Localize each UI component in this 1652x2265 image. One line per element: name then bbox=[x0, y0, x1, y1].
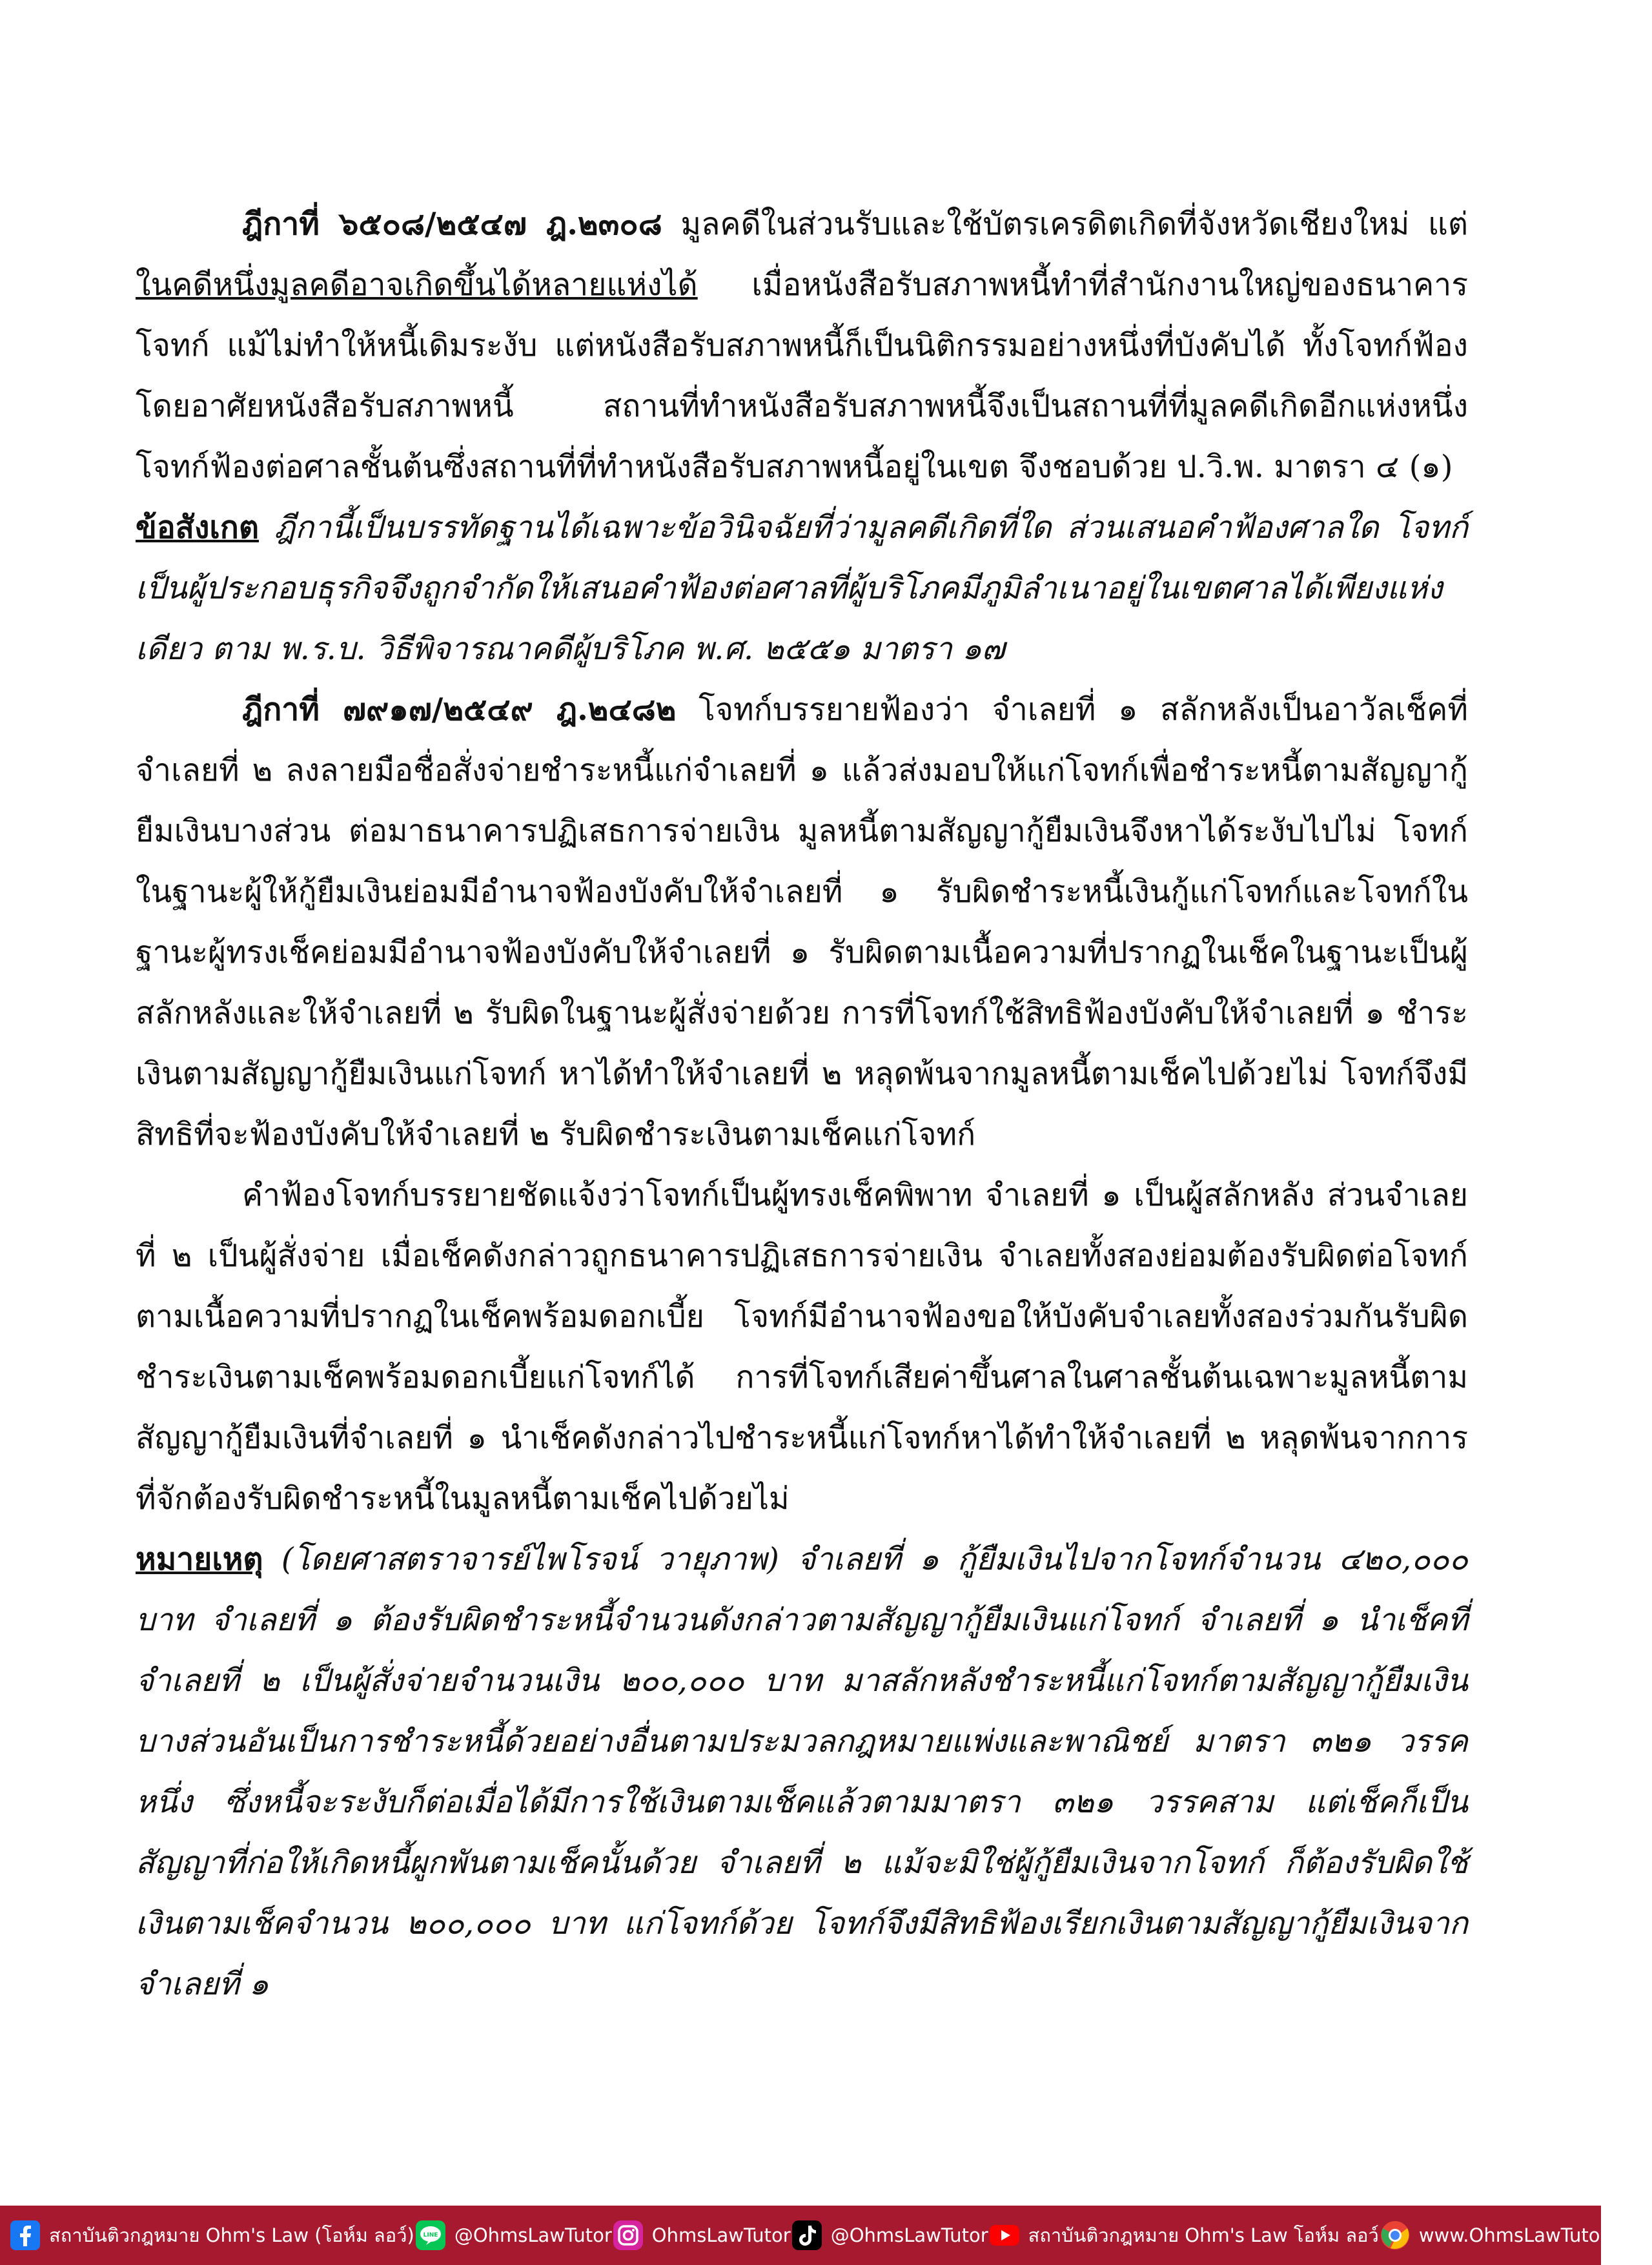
paragraph-text: เมื่อหนังสือรับสภาพหนี้ทำที่สำนักงานใหญ่ของธนาคารโจทก์ แม้ไม่ทำให้หนี้เดิมระงับ แต่หนังสือรับสภาพหนี้ก็เป็นนิติกรรมอย่างหนึ่งที่บังคับได้ ทั้งโจทก์ฟ้องโดยอาศัยหนังสือรับสภาพหนี้ สถานที่ทำหนังสือรับสภาพหนี้จึงเป็นสถานที่ที่มูลคดีเกิดอีกแห่งหนึ่ง โจทก์ฟ้องต่อศาลชั้นต้นซึ่งสถานที่ที่ทำหนังสือรับสภาพหนี้อยู่ในเขต จึงชอบด้วย ป.วิ.พ. มาตรา ๔ (๑) bbox=[136, 267, 1468, 485]
footer-instagram-text: OhmsLawTutor bbox=[651, 2224, 791, 2246]
footer-website-link[interactable] bbox=[1379, 2219, 1652, 2251]
paragraph-case-7917-2549 bbox=[136, 679, 1468, 1165]
document-body bbox=[136, 194, 1468, 2195]
svg-text:LINE: LINE bbox=[423, 2232, 438, 2239]
paragraph-text: คำฟ้องโจทก์บรรยายชัดแจ้งว่าโจทก์เป็นผู้ทรงเช็คพิพาท จำเลยที่ ๑ เป็นผู้สลักหลัง ส่วนจำเลยที่ ๒ เป็นผู้สั่งจ่าย เมื่อเช็คดังกล่าวถูกธนาคารปฏิเสธการจ่ายเงิน จำเลยทั้งสองย่อมต้องรับผิดต่อโจทก์ตามเนื้อความที่ปรากฏในเช็คพร้อมดอกเบี้ย โจทก์มีอำนาจฟ้องขอให้บังคับจำเลยทั้งสองร่วมกันรับผิดชำระเงินตามเช็คพร้อมดอกเบี้ยแก่โจทก์ได้ การที่โจทก์เสียค่าขึ้นศาลในศาลชั้นต้นเฉพาะมูลหนี้ตามสัญญากู้ยืมเงินที่จำเลยที่ ๑ นำเช็คดังกล่าวไปชำระหนี้แก่โจทก์หาได้ทำให้จำเลยที่ ๒ หลุดพ้นจากการที่จักต้องรับผิดชำระหนี้ในมูลหนี้ตามเช็คไปด้วยไม่ bbox=[136, 1177, 1468, 1517]
footer-instagram-link[interactable] bbox=[612, 2219, 791, 2251]
line-icon bbox=[414, 2219, 447, 2251]
tiktok-icon bbox=[791, 2219, 823, 2251]
footer-line-link[interactable] bbox=[414, 2219, 612, 2251]
paragraph-observation bbox=[136, 497, 1468, 679]
footer-youtube-link[interactable] bbox=[988, 2219, 1379, 2251]
observation-label: ข้อสังเกต bbox=[136, 509, 260, 546]
facebook-icon bbox=[9, 2219, 41, 2251]
paragraph-case-6508-2547 bbox=[136, 194, 1468, 497]
paragraph-text: มูลคดีในส่วนรับและใช้บัตรเครดิตเกิดที่จังหวัดเชียงใหม่ แต่ bbox=[662, 206, 1468, 242]
footer-tiktok-text: @OhmsLawTutor bbox=[830, 2224, 988, 2246]
paragraph-text: โจทก์บรรยายฟ้องว่า จำเลยที่ ๑ สลักหลังเป็นอาวัลเช็คที่จำเลยที่ ๒ ลงลายมือชื่อสั่งจ่ายชำระหนี้แก่จำเลยที่ ๑ แล้วส่งมอบให้แก่โจทก์เพื่อชำระหนี้ตามสัญญากู้ยืมเงินบางส่วน ต่อมาธนาคารปฏิเสธการจ่ายเงิน มูลหนี้ตามสัญญากู้ยืมเงินจึงหาได้ระงับไปไม่ โจทก์ในฐานะผู้ให้กู้ยืมเงินย่อมมีอำนาจฟ้องบังคับให้จำเลยที่ ๑ รับผิดชำระหนี้เงินกู้แก่โจทก์และโจทก์ในฐานะผู้ทรงเช็คย่อมมีอำนาจฟ้องบังคับให้จำเลยที่ ๑ รับผิดตามเนื้อความที่ปรากฏในเช็คในฐานะเป็นผู้สลักหลังและให้จำเลยที่ ๒ รับผิดในฐานะผู้สั่งจ่ายด้วย การที่โจทก์ใช้สิทธิฟ้องบังคับให้จำเลยที่ ๑ ชำระเงินตามสัญญากู้ยืมเงินแก่โจทก์ หาได้ทำให้จำเลยที่ ๒ หลุดพ้นจากมูลหนี้ตามเช็คไปด้วยไม่ โจทก์จึงมีสิทธิที่จะฟ้องบังคับให้จำเลยที่ ๒ รับผิดชำระเงินตามเช็คแก่โจทก์ bbox=[136, 692, 1468, 1153]
footer-facebook-text: สถาบันติวกฎหมาย Ohm's Law (โอห์ม ลอว์) bbox=[49, 2224, 414, 2246]
footer-youtube-text: สถาบันติวกฎหมาย Ohm's Law โอห์ม ลอว์ bbox=[1028, 2224, 1379, 2246]
footer-tiktok-link[interactable] bbox=[791, 2219, 988, 2251]
paragraph-note bbox=[136, 1529, 1468, 2014]
case-number: ฎีกาที่ ๗๙๑๗/๒๕๔๙ ฎ.๒๔๘๒ bbox=[242, 692, 677, 728]
note-text: (โดยศาสตราจารย์ไพโรจน์ วายุภาพ) จำเลยที่ ๑ กู้ยืมเงินไปจากโจทก์จำนวน ๔๒๐,๐๐๐ บาท จำเลยที่ ๑ ต้องรับผิดชำระหนี้จำนวนดังกล่าวตามสัญญากู้ยืมเงินแก่โจทก์ จำเลยที่ ๑ นำเช็คที่จำเลยที่ ๒ เป็นผู้สั่งจ่ายจำนวนเงิน ๒๐๐,๐๐๐ บาท มาสลักหลังชำระหนี้แก่โจทก์ตามสัญญากู้ยืมเงินบางส่วนอันเป็นการชำระหนี้ด้วยอย่างอื่นตามประมวลกฎหมายแพ่งและพาณิชย์ มาตรา ๓๒๑ วรรคหนึ่ง ซึ่งหนี้จะระงับก็ต่อเมื่อได้มีการใช้เงินตามเช็คแล้วตามมาตรา ๓๒๑ วรรคสาม แต่เช็คก็เป็นสัญญาที่ก่อให้เกิดหนี้ผูกพันตามเช็คนั้นด้วย จำเลยที่ ๒ แม้จะมิใช่ผู้กู้ยืมเงินจากโจทก์ ก็ต้องรับผิดใช้เงินตามเช็คจำนวน ๒๐๐,๐๐๐ บาท แก่โจทก์ด้วย โจทก์จึงมีสิทธิฟ้องเรียกเงินตามสัญญากู้ยืมเงินจากจำเลยที่ ๑ bbox=[136, 1541, 1468, 2002]
footer-facebook-link[interactable] bbox=[9, 2219, 414, 2251]
note-label: หมายเหตุ bbox=[136, 1541, 263, 1577]
footer-social-bar bbox=[0, 2206, 1652, 2265]
case-number: ฎีกาที่ ๖๕๐๘/๒๕๔๗ ฎ.๒๓๐๘ bbox=[242, 206, 662, 242]
instagram-icon bbox=[612, 2219, 644, 2251]
observation-text: ฎีกานี้เป็นบรรทัดฐานได้เฉพาะข้อวินิจฉัยที่ว่ามูลคดีเกิดที่ใด ส่วนเสนอคำฟ้องศาลใด โจทก์เป็นผู้ประกอบธุรกิจจึงถูกจำกัดให้เสนอคำฟ้องต่อศาลที่ผู้บริโภคมีภูมิลำเนาอยู่ในเขตศาลได้เพียงแห่งเดียว ตาม พ.ร.บ. วิธีพิจารณาคดีผู้บริโภค พ.ศ. ๒๕๕๑ มาตรา ๑๗ bbox=[136, 509, 1468, 667]
footer-line-text: @OhmsLawTutor bbox=[454, 2224, 612, 2246]
website-icon bbox=[1379, 2219, 1411, 2251]
footer-website-text: www.OhmsLawTutor.com bbox=[1418, 2224, 1652, 2246]
paragraph-complaint bbox=[136, 1165, 1468, 1529]
underlined-text: ในคดีหนึ่งมูลคดีอาจเกิดขึ้นได้หลายแห่งได้ bbox=[136, 267, 698, 303]
youtube-icon bbox=[988, 2219, 1021, 2251]
